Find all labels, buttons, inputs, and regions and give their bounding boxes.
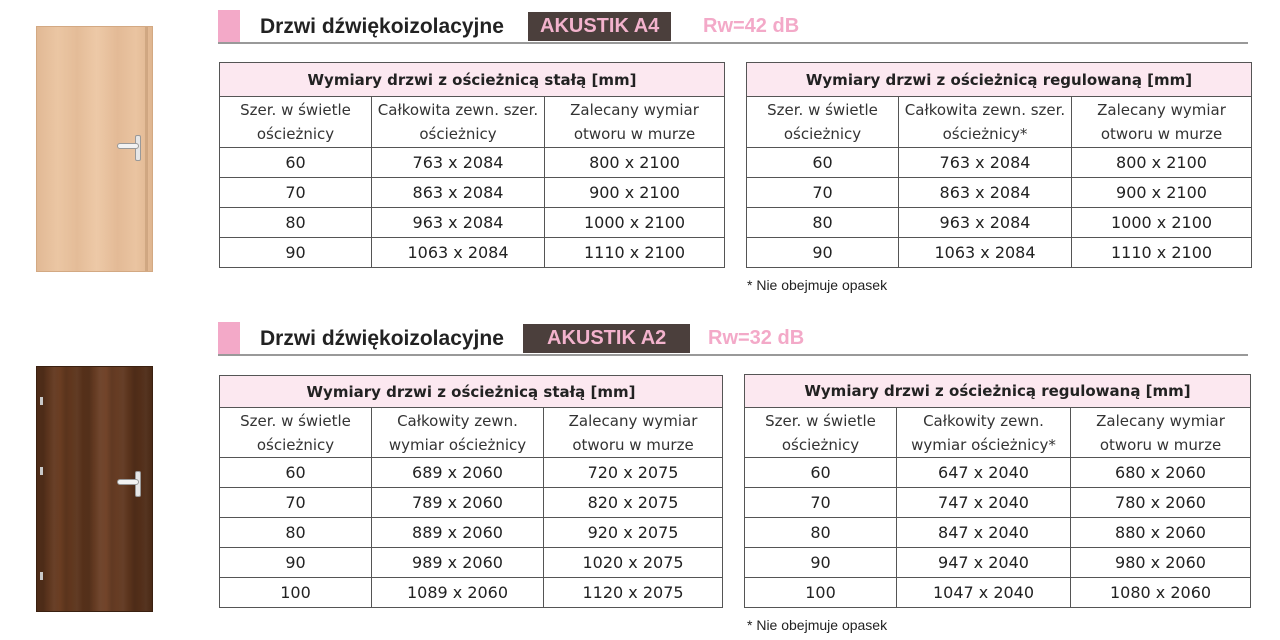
section-title: Drzwi dźwiękoizolacyjne bbox=[260, 327, 504, 350]
cell-frame-size: 1047 x 2040 bbox=[897, 578, 1071, 608]
cell-frame-size: 963 x 2084 bbox=[372, 208, 545, 238]
cell-width: 60 bbox=[220, 458, 372, 488]
cell-frame-size: 789 x 2060 bbox=[372, 488, 544, 518]
cell-frame-size: 763 x 2084 bbox=[899, 148, 1072, 178]
cell-wall-opening: 800 x 2100 bbox=[545, 148, 725, 178]
table-adjustable-frame-a2 bbox=[744, 374, 1251, 608]
table-adjustable-frame-a4 bbox=[746, 62, 1252, 268]
cell-width: 60 bbox=[745, 458, 897, 488]
model-badge: AKUSTIK A4 bbox=[528, 12, 671, 41]
cell-wall-opening: 1000 x 2100 bbox=[1072, 208, 1252, 238]
cell-width: 100 bbox=[745, 578, 897, 608]
cell-wall-opening: 780 x 2060 bbox=[1071, 488, 1251, 518]
table-row bbox=[220, 548, 723, 578]
cell-wall-opening: 720 x 2075 bbox=[544, 458, 723, 488]
cell-frame-size: 647 x 2040 bbox=[897, 458, 1071, 488]
column-header: Zalecany wymiar otworu w murze bbox=[544, 408, 723, 458]
column-header: Szer. w świetle ościeżnicy bbox=[747, 97, 899, 148]
cell-width: 70 bbox=[220, 178, 372, 208]
column-header: Całkowity zewn. wymiar ościeżnicy* bbox=[897, 408, 1071, 458]
table-fixed-frame-a2 bbox=[219, 375, 723, 608]
cell-width: 80 bbox=[747, 208, 899, 238]
table-row bbox=[220, 518, 723, 548]
column-header: Zalecany wymiar otworu w murze bbox=[1072, 97, 1252, 148]
section-marker bbox=[218, 322, 240, 354]
cell-wall-opening: 900 x 2100 bbox=[545, 178, 725, 208]
table-row bbox=[220, 578, 723, 608]
cell-frame-size: 889 x 2060 bbox=[372, 518, 544, 548]
table-caption: Wymiary drzwi z ościeżnicą stałą [mm] bbox=[220, 63, 725, 97]
footnote: * Nie obejmuje opasek bbox=[747, 277, 888, 293]
door-image-akustik-a4 bbox=[36, 26, 153, 272]
column-header: Całkowity zewn. wymiar ościeżnicy bbox=[372, 408, 544, 458]
cell-wall-opening: 1110 x 2100 bbox=[1072, 238, 1252, 268]
table-row bbox=[220, 458, 723, 488]
section-title: Drzwi dźwiękoizolacyjne bbox=[260, 15, 504, 38]
table-row bbox=[745, 548, 1251, 578]
cell-wall-opening: 880 x 2060 bbox=[1071, 518, 1251, 548]
table-caption: Wymiary drzwi z ościeżnicą regulowaną [mm] bbox=[747, 63, 1252, 97]
cell-width: 70 bbox=[220, 488, 372, 518]
column-header: Całkowita zewn. szer. ościeżnicy bbox=[372, 97, 545, 148]
cell-wall-opening: 1000 x 2100 bbox=[545, 208, 725, 238]
table-row bbox=[747, 238, 1252, 268]
cell-wall-opening: 900 x 2100 bbox=[1072, 178, 1252, 208]
table-fixed-frame-a4 bbox=[219, 62, 725, 268]
table-row bbox=[747, 148, 1252, 178]
cell-wall-opening: 820 x 2075 bbox=[544, 488, 723, 518]
rw-rating: Rw=32 dB bbox=[708, 327, 805, 349]
cell-width: 60 bbox=[747, 148, 899, 178]
section-header-akustik-a2 bbox=[218, 322, 1248, 356]
cell-width: 90 bbox=[747, 238, 899, 268]
cell-width: 90 bbox=[220, 548, 372, 578]
table-row bbox=[747, 208, 1252, 238]
cell-width: 70 bbox=[747, 178, 899, 208]
column-header: Szer. w świetle ościeżnicy bbox=[745, 408, 897, 458]
table-row bbox=[745, 488, 1251, 518]
table-row bbox=[745, 458, 1251, 488]
cell-frame-size: 947 x 2040 bbox=[897, 548, 1071, 578]
door-image-akustik-a2 bbox=[36, 366, 153, 612]
table-caption: Wymiary drzwi z ościeżnicą stałą [mm] bbox=[220, 376, 723, 408]
model-badge: AKUSTIK A2 bbox=[523, 324, 690, 353]
table-row bbox=[220, 148, 725, 178]
cell-wall-opening: 680 x 2060 bbox=[1071, 458, 1251, 488]
table-row bbox=[745, 578, 1251, 608]
cell-width: 90 bbox=[745, 548, 897, 578]
section-divider bbox=[218, 354, 1248, 356]
cell-width: 70 bbox=[745, 488, 897, 518]
cell-frame-size: 689 x 2060 bbox=[372, 458, 544, 488]
cell-frame-size: 763 x 2084 bbox=[372, 148, 545, 178]
table-row bbox=[220, 238, 725, 268]
cell-frame-size: 989 x 2060 bbox=[372, 548, 544, 578]
section-divider bbox=[218, 42, 1248, 44]
cell-width: 90 bbox=[220, 238, 372, 268]
column-header: Całkowita zewn. szer. ościeżnicy* bbox=[899, 97, 1072, 148]
cell-width: 80 bbox=[220, 208, 372, 238]
footnote: * Nie obejmuje opasek bbox=[747, 617, 888, 633]
rw-rating: Rw=42 dB bbox=[703, 15, 800, 37]
cell-wall-opening: 800 x 2100 bbox=[1072, 148, 1252, 178]
cell-frame-size: 847 x 2040 bbox=[897, 518, 1071, 548]
cell-frame-size: 747 x 2040 bbox=[897, 488, 1071, 518]
section-header-akustik-a4 bbox=[218, 10, 1248, 44]
cell-width: 100 bbox=[220, 578, 372, 608]
cell-wall-opening: 920 x 2075 bbox=[544, 518, 723, 548]
cell-width: 80 bbox=[220, 518, 372, 548]
cell-frame-size: 863 x 2084 bbox=[372, 178, 545, 208]
cell-wall-opening: 1120 x 2075 bbox=[544, 578, 723, 608]
section-marker bbox=[218, 10, 240, 42]
column-header: Zalecany wymiar otworu w murze bbox=[545, 97, 725, 148]
cell-wall-opening: 1020 x 2075 bbox=[544, 548, 723, 578]
table-row bbox=[745, 518, 1251, 548]
cell-wall-opening: 980 x 2060 bbox=[1071, 548, 1251, 578]
cell-wall-opening: 1110 x 2100 bbox=[545, 238, 725, 268]
cell-frame-size: 1063 x 2084 bbox=[899, 238, 1072, 268]
cell-frame-size: 863 x 2084 bbox=[899, 178, 1072, 208]
cell-width: 80 bbox=[745, 518, 897, 548]
table-row bbox=[220, 178, 725, 208]
column-header: Szer. w świetle ościeżnicy bbox=[220, 97, 372, 148]
column-header: Szer. w świetle ościeżnicy bbox=[220, 408, 372, 458]
cell-frame-size: 1063 x 2084 bbox=[372, 238, 545, 268]
table-caption: Wymiary drzwi z ościeżnicą regulowaną [mm] bbox=[745, 375, 1251, 408]
cell-frame-size: 963 x 2084 bbox=[899, 208, 1072, 238]
table-row bbox=[747, 178, 1252, 208]
cell-wall-opening: 1080 x 2060 bbox=[1071, 578, 1251, 608]
cell-frame-size: 1089 x 2060 bbox=[372, 578, 544, 608]
column-header: Zalecany wymiar otworu w murze bbox=[1071, 408, 1251, 458]
cell-width: 60 bbox=[220, 148, 372, 178]
table-row bbox=[220, 488, 723, 518]
table-row bbox=[220, 208, 725, 238]
